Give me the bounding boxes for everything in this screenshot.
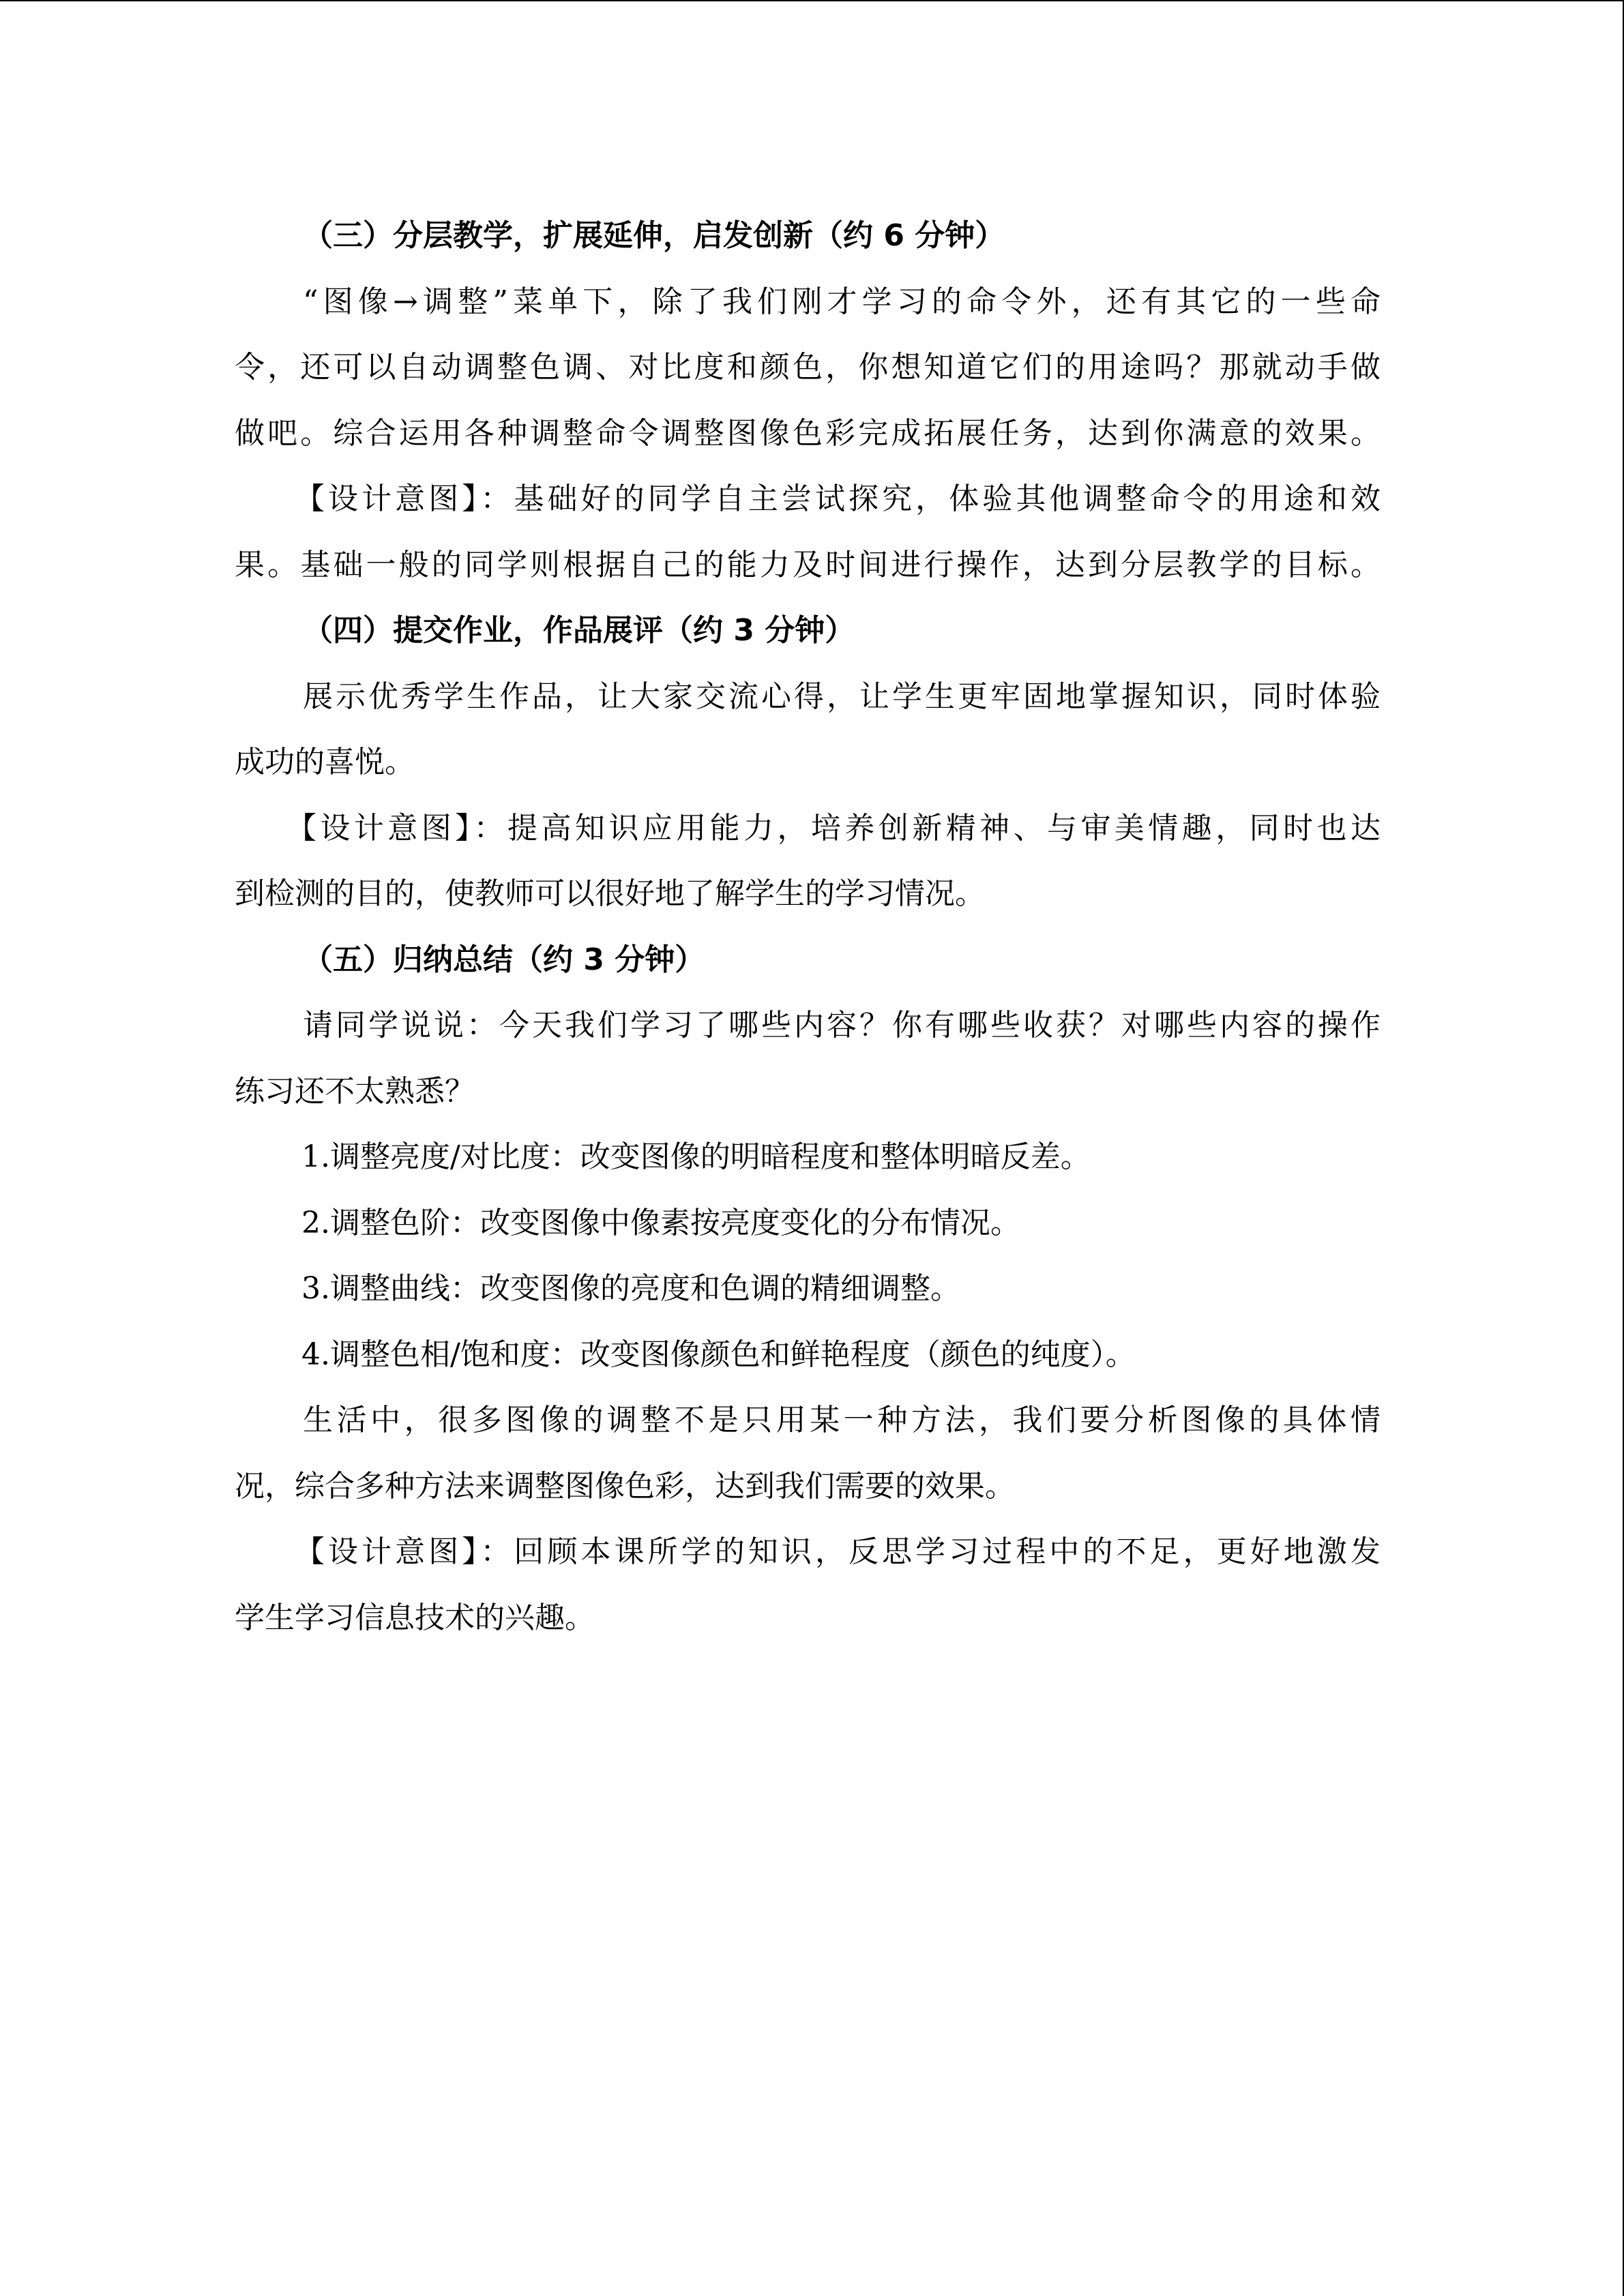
paragraph-line: 况，综合多种方法来调整图像色彩，达到我们需要的效果。 [235,1468,1015,1504]
section-heading-5: （五）归纳总结（约 3 分钟） [303,942,705,977]
paragraph-line: 练习还不太熟悉？ [235,1073,475,1109]
paragraph-line: “图像→调整”菜单下，除了我们刚才学习的命令外，还有其它的一些命 [303,284,1381,319]
list-item: 2.调整色阶：改变图像中像素按亮度变化的分布情况。 [301,1205,1020,1240]
design-intent-line: 【设计意图】：回顾本课所学的知识，反思学习过程中的不足，更好地激发 [295,1534,1381,1569]
section-heading-3: （三）分层教学，扩展延伸，启发创新（约 6 分钟） [303,218,1005,253]
paragraph-line: 令，还可以自动调整色调、对比度和颜色，你想知道它们的用途吗？那就动手做 [235,350,1381,385]
design-intent-line: 【设计意图】：提高知识应用能力，培养创新精神、与审美情趣，同时也达 [286,810,1381,846]
design-intent-line: 到检测的目的，使教师可以很好地了解学生的学习情况。 [235,876,985,911]
paragraph-line: 做吧。综合运用各种调整命令调整图像色彩完成拓展任务，达到你满意的效果。 [235,415,1381,451]
design-intent-line: 果。基础一般的同学则根据自己的能力及时间进行操作，达到分层教学的目标。 [235,547,1381,582]
section-heading-4: （四）提交作业，作品展评（约 3 分钟） [303,613,855,648]
paragraph-line: 请同学说说：今天我们学习了哪些内容？你有哪些收获？对哪些内容的操作 [303,1008,1381,1043]
design-intent-line: 学生学习信息技术的兴趣。 [235,1600,595,1635]
document-body [235,203,1381,1651]
paragraph-line: 生活中，很多图像的调整不是只用某一种方法，我们要分析图像的具体情 [303,1403,1381,1437]
list-item: 4.调整色相/饱和度：改变图像颜色和鲜艳程度（颜色的纯度）。 [301,1337,1136,1372]
design-intent-line: 【设计意图】：基础好的同学自主尝试探究，体验其他调整命令的用途和效 [295,481,1381,516]
list-item: 1.调整亮度/对比度：改变图像的明暗程度和整体明暗反差。 [301,1139,1091,1174]
paragraph-line: 展示优秀学生作品，让大家交流心得，让学生更牢固地掌握知识，同时体验 [303,679,1381,714]
list-item: 3.调整曲线：改变图像的亮度和色调的精细调整。 [301,1271,960,1306]
paragraph-line: 成功的喜悦。 [235,745,415,779]
